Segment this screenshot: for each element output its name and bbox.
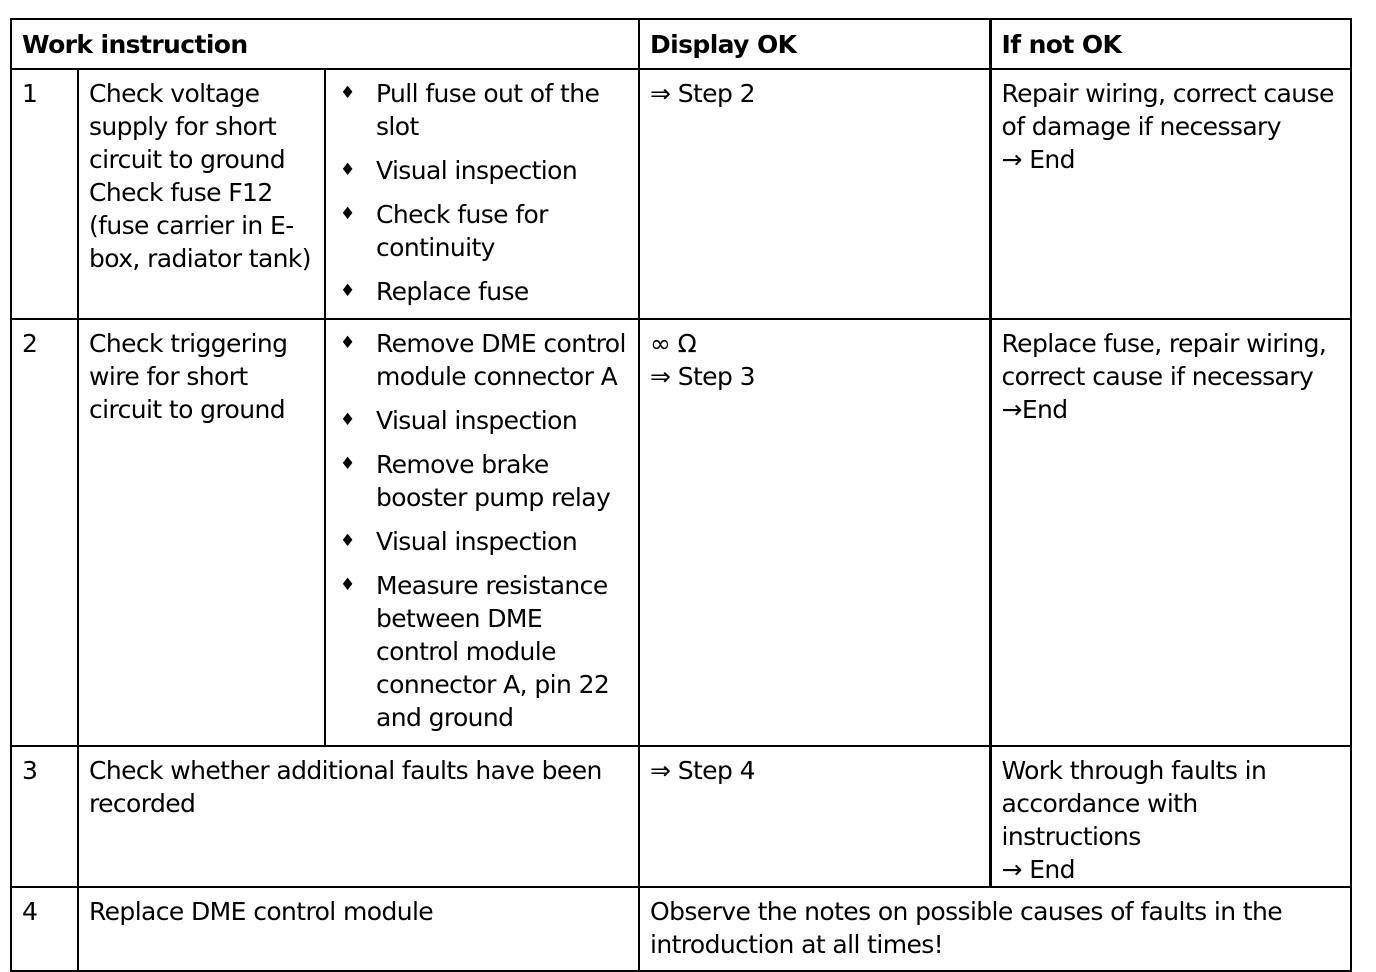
list-item: ♦ Visual inspection bbox=[336, 404, 628, 437]
if-not-ok-line: Replace fuse, repair wiring, correct cause if necessary bbox=[1001, 329, 1327, 391]
display-ok-cell bbox=[639, 319, 990, 746]
work-instruction-table bbox=[10, 18, 1352, 972]
step-number: 4 bbox=[11, 887, 78, 971]
table-row bbox=[11, 746, 1351, 887]
instruction-text: Check triggering wire for short circuit to ground bbox=[78, 319, 325, 746]
header-display-ok: Display OK bbox=[639, 19, 990, 69]
step-number: 3 bbox=[11, 746, 78, 887]
if-not-ok-cell bbox=[990, 746, 1351, 887]
header-work-instruction: Work instruction bbox=[11, 19, 639, 69]
instruction-text: Check whether additional faults have been recorded bbox=[78, 746, 639, 887]
display-ok-line: ⇒ Step 4 bbox=[650, 756, 755, 785]
table-row bbox=[11, 69, 1351, 319]
steps-list bbox=[336, 77, 628, 308]
list-item: ♦ Remove DME control module connector A bbox=[336, 327, 628, 393]
steps-cell bbox=[325, 69, 639, 319]
steps-cell bbox=[325, 319, 639, 746]
display-ok-cell bbox=[639, 69, 990, 319]
list-item: ♦ Check fuse for continuity bbox=[336, 198, 628, 264]
display-ok-line: ∞ Ω bbox=[650, 329, 697, 358]
header-row bbox=[11, 19, 1351, 69]
if-not-ok-line: → End bbox=[1001, 855, 1075, 884]
table-row bbox=[11, 887, 1351, 971]
steps-list bbox=[336, 327, 628, 734]
display-ok-cell bbox=[639, 746, 990, 887]
list-item: ♦ Pull fuse out of the slot bbox=[336, 77, 628, 143]
if-not-ok-line: → End bbox=[1001, 145, 1075, 174]
if-not-ok-line: Work through faults in accordance with instructions bbox=[1001, 756, 1267, 851]
if-not-ok-cell bbox=[990, 319, 1351, 746]
step-number: 2 bbox=[11, 319, 78, 746]
list-item: ♦ Replace fuse bbox=[336, 275, 628, 308]
if-not-ok-line: Repair wiring, correct cause of damage if necessary bbox=[1001, 79, 1334, 141]
list-item: ♦ Measure resistance between DME control module connector A, pin 22 and ground bbox=[336, 569, 628, 734]
list-item: ♦ Remove brake booster pump relay bbox=[336, 448, 628, 514]
instruction-text: Check voltage supply for short circuit to ground Check fuse F12 (fuse carrier in E-box, radiator tank) bbox=[78, 69, 325, 319]
display-ok-line: ⇒ Step 2 bbox=[650, 79, 755, 108]
list-item: ♦ Visual inspection bbox=[336, 154, 628, 187]
step-number: 1 bbox=[11, 69, 78, 319]
note-text: Observe the notes on possible causes of faults in the introduction at all times! bbox=[639, 887, 1351, 971]
display-ok-line: ⇒ Step 3 bbox=[650, 362, 755, 391]
if-not-ok-line: →End bbox=[1001, 395, 1068, 424]
header-if-not-ok: If not OK bbox=[990, 19, 1351, 69]
if-not-ok-cell bbox=[990, 69, 1351, 319]
list-item: ♦ Visual inspection bbox=[336, 525, 628, 558]
instruction-text: Replace DME control module bbox=[78, 887, 639, 971]
table-row bbox=[11, 319, 1351, 746]
